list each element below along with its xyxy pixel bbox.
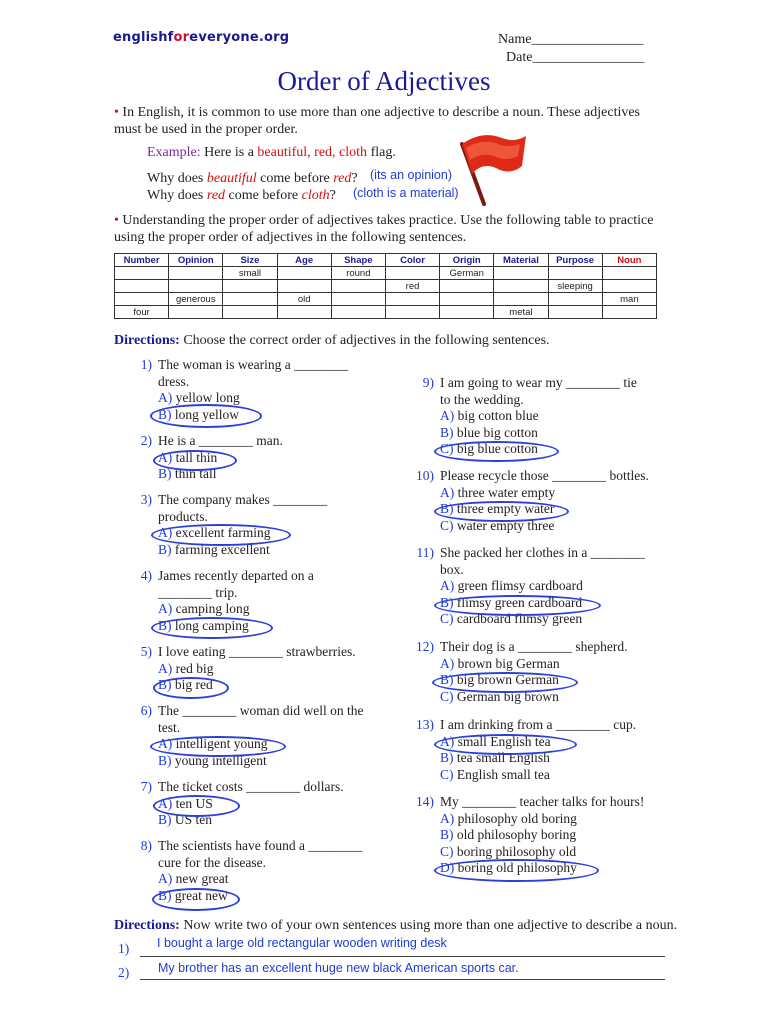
table-header: Color: [385, 254, 439, 267]
table-cell[interactable]: [331, 306, 385, 319]
table-cell[interactable]: man: [602, 293, 656, 306]
why-text: come before: [256, 171, 334, 186]
option-text: US ten: [174, 812, 212, 827]
question-text: James recently departed on a: [158, 568, 314, 583]
table-cell[interactable]: [169, 267, 223, 280]
table-cell[interactable]: [223, 293, 277, 306]
question-number: 8): [140, 838, 152, 853]
bullet: •: [114, 213, 119, 228]
option-letter: C): [440, 688, 454, 704]
option-text: green flimsy cardboard: [457, 578, 583, 593]
option-letter: B): [440, 827, 454, 842]
directions-2: [114, 917, 677, 934]
question-number: 12): [416, 639, 434, 654]
question-text: She packed her clothes in a ________: [440, 545, 645, 560]
question-text: Their dog is a ________ shepherd.: [440, 639, 628, 654]
question-text: The woman is wearing a ________: [158, 357, 349, 372]
table-cell[interactable]: red: [385, 280, 439, 293]
option-letter: A): [158, 601, 173, 616]
option-letter: C): [440, 766, 454, 782]
table-cell[interactable]: [602, 306, 656, 319]
bullet: •: [114, 105, 119, 120]
why-line-1: [147, 171, 358, 187]
table-cell[interactable]: [548, 293, 602, 306]
table-cell[interactable]: [277, 280, 331, 293]
option-text: old philosophy boring: [456, 827, 577, 842]
option[interactable]: [410, 485, 670, 502]
table-cell[interactable]: [385, 306, 439, 319]
question-number: 2): [140, 433, 152, 448]
question-text: I am going to wear my ________ tie: [440, 375, 637, 390]
table-cell[interactable]: [331, 280, 385, 293]
table-cell[interactable]: [385, 293, 439, 306]
table-cell[interactable]: small: [223, 267, 277, 280]
practice-text: Understanding the proper order of adjectives takes practice. Use the following table to practice using the proper order of adjectives in the following sentences.: [114, 213, 654, 245]
question-number: 6): [140, 703, 152, 718]
table-cell[interactable]: [440, 306, 494, 319]
option-letter: C): [440, 843, 454, 859]
table-cell[interactable]: generous: [169, 293, 223, 306]
table-cell[interactable]: [602, 267, 656, 280]
option[interactable]: [410, 425, 670, 442]
why-text: Why does: [147, 171, 207, 186]
table-header: Noun: [602, 254, 656, 267]
option-letter: A): [440, 484, 455, 500]
table-cell[interactable]: [115, 293, 169, 306]
question-text: Please recycle those ________ bottles.: [440, 468, 649, 483]
site-name-part: everyone.org: [189, 30, 290, 45]
question-text: cure for the disease.: [158, 854, 266, 870]
option-letter: B): [440, 750, 454, 765]
option-text: excellent farming: [175, 525, 271, 540]
answer-circle-q10: [434, 501, 569, 522]
answer-circle-q9: [434, 441, 559, 462]
option-letter: B): [158, 752, 172, 768]
option-letter: B): [158, 812, 172, 827]
example-text: Here is a: [200, 145, 258, 160]
why-line-2: [147, 188, 336, 204]
why-text: ?: [351, 171, 358, 186]
answer-circle-q8: [152, 888, 240, 911]
option-text: tea small English: [456, 750, 550, 765]
question-text: He is a ________ man.: [158, 433, 283, 448]
answer-circle-q2: [153, 450, 237, 471]
table-row: [115, 306, 657, 319]
option-letter: B): [440, 672, 454, 687]
answer-circle-q14: [434, 859, 599, 882]
table-row: [115, 267, 657, 280]
why-text: Why does: [147, 188, 207, 203]
answer-circle-q1: [150, 404, 262, 428]
question-text: The company makes ________: [158, 492, 328, 507]
handwritten-note-1: (its an opinion): [370, 168, 452, 182]
question-text: test.: [158, 719, 181, 735]
table-cell[interactable]: round: [331, 267, 385, 280]
table-cell[interactable]: [331, 293, 385, 306]
question-text: The ________ woman did well on the: [158, 703, 364, 718]
option-letter: A): [440, 578, 455, 593]
table-cell[interactable]: [115, 280, 169, 293]
option-letter: C): [440, 611, 454, 626]
option-letter: B): [158, 887, 172, 903]
option-text: young intelligent: [174, 752, 267, 768]
directions-text: Choose the correct order of adjectives in the following sentences.: [179, 333, 550, 348]
option-letter: B): [158, 406, 172, 422]
table-cell[interactable]: [169, 306, 223, 319]
question-text: I love eating ________ strawberries.: [158, 644, 356, 659]
table-cell[interactable]: [277, 267, 331, 280]
name-field[interactable]: Name________________: [498, 32, 644, 47]
option-text: brown big German: [457, 655, 560, 671]
table-cell[interactable]: sleeping: [548, 280, 602, 293]
question-text: The ticket costs ________ dollars.: [158, 779, 344, 794]
table-cell[interactable]: [602, 280, 656, 293]
why-text: come before: [225, 188, 302, 203]
table-row: [115, 280, 657, 293]
table-cell[interactable]: German: [440, 267, 494, 280]
page-title: Order of Adjectives: [277, 66, 491, 96]
question-12: [410, 639, 670, 705]
question-text: ________ trip.: [158, 584, 238, 600]
option[interactable]: [410, 656, 670, 673]
option-letter: A): [158, 525, 173, 540]
answer-circle-q13: [434, 734, 577, 755]
table-header: Material: [494, 254, 548, 267]
table-cell[interactable]: [385, 267, 439, 280]
option-text: flimsy green cardboard: [456, 594, 583, 610]
adjective-order-table: [114, 253, 657, 319]
option[interactable]: [128, 390, 388, 407]
option-letter: A): [158, 449, 173, 465]
example-text: flag.: [367, 145, 396, 160]
why-word: cloth: [301, 188, 330, 203]
answer-circle-q11: [434, 595, 601, 616]
option-text: yellow long: [175, 390, 240, 405]
option[interactable]: [410, 767, 670, 784]
question-number: 1): [140, 357, 152, 372]
question-number: 14): [416, 794, 434, 809]
table-cell[interactable]: [548, 306, 602, 319]
table-header: Opinion: [169, 254, 223, 267]
date-field[interactable]: Date________________: [506, 50, 645, 65]
answer-number-1: 1): [118, 941, 130, 956]
option-text: tall thin: [175, 449, 218, 465]
example-line: [147, 145, 396, 161]
option-letter: A): [440, 733, 455, 749]
directions-label: Directions:: [114, 918, 180, 933]
option-text: great new: [174, 887, 228, 903]
table-cell[interactable]: [494, 293, 548, 306]
option-text: intelligent young: [175, 736, 268, 751]
option-letter: A): [158, 390, 173, 405]
intro-text: In English, it is common to use more than one adjective to describe a noun. These adjectives must be used in the proper order.: [114, 105, 641, 137]
option[interactable]: [410, 408, 670, 425]
option-letter: A): [158, 660, 173, 676]
site-name-highlight: or: [173, 30, 190, 45]
handwritten-note-2: (cloth is a material): [353, 186, 459, 200]
table-cell[interactable]: [440, 293, 494, 306]
intro-paragraph: [114, 104, 644, 138]
red-flag-icon: [452, 126, 532, 206]
option-text: boring old philosophy: [457, 860, 577, 875]
option[interactable]: [128, 871, 388, 888]
option-text: thin tall: [174, 466, 217, 481]
option-text: water empty three: [456, 517, 555, 533]
option[interactable]: [410, 844, 670, 861]
question-text: box.: [440, 561, 464, 577]
practice-paragraph: [114, 212, 654, 246]
option-text: long camping: [174, 617, 249, 633]
option-text: English small tea: [456, 766, 550, 782]
option-text: new great: [175, 871, 229, 886]
option-text: big blue cotton: [456, 441, 538, 456]
option-letter: A): [158, 795, 173, 811]
table-cell[interactable]: metal: [494, 306, 548, 319]
option-letter: C): [440, 517, 454, 533]
table-header: Size: [223, 254, 277, 267]
table-cell[interactable]: old: [277, 293, 331, 306]
table-header: Origin: [440, 254, 494, 267]
table-cell[interactable]: [277, 306, 331, 319]
why-word: red: [333, 171, 352, 186]
table-header: Shape: [331, 254, 385, 267]
question-text: The scientists have found a ________: [158, 838, 363, 853]
question-text: I am drinking from a ________ cup.: [440, 717, 637, 732]
answer-circle-q5: [153, 677, 229, 699]
example-label: Example:: [147, 145, 201, 160]
why-word: beautiful: [206, 171, 257, 186]
option-letter: D): [440, 860, 455, 875]
table-row: [115, 293, 657, 306]
question-number: 10): [416, 468, 434, 483]
site-logo: [113, 30, 289, 45]
option-letter: B): [158, 541, 172, 557]
answer-line-1: [140, 956, 665, 957]
option-text: three empty water: [456, 501, 555, 516]
option-letter: B): [158, 466, 172, 481]
answer-text-2[interactable]: My brother has an excellent huge new black American sports car.: [158, 961, 519, 975]
table-cell[interactable]: [440, 280, 494, 293]
table-cell[interactable]: [494, 267, 548, 280]
option-letter: A): [440, 408, 455, 423]
answer-number-2: 2): [118, 965, 130, 980]
option[interactable]: [128, 601, 388, 618]
option-text: cardboard flimsy green: [456, 611, 583, 626]
option-text: red big: [175, 660, 214, 676]
question-text: My ________ teacher talks for hours!: [440, 794, 645, 809]
option-letter: A): [440, 655, 455, 671]
option-text: big cotton blue: [457, 408, 539, 423]
question-text: to the wedding.: [440, 391, 524, 407]
question-number: 7): [140, 779, 152, 794]
answer-text-1[interactable]: I bought a large old rectangular wooden writing desk: [157, 936, 447, 950]
option-text: philosophy old boring: [457, 810, 577, 826]
option-letter: B): [440, 424, 454, 440]
directions-text: Now write two of your own sentences using more than one adjective to describe a noun.: [179, 918, 678, 933]
option[interactable]: [410, 811, 670, 828]
question-text: dress.: [158, 373, 190, 389]
option-text: big brown German: [456, 672, 559, 687]
option[interactable]: [410, 578, 670, 595]
option-letter: A): [158, 736, 173, 751]
question-6: [128, 703, 388, 769]
question-number: 13): [416, 717, 434, 732]
answer-circle-q4: [151, 617, 273, 639]
table-header: Age: [277, 254, 331, 267]
site-name-part: englishf: [113, 30, 174, 45]
question-number: 9): [422, 375, 434, 390]
option-text: boring philosophy old: [456, 843, 577, 859]
option-letter: A): [440, 810, 455, 826]
question-number: 4): [140, 568, 152, 583]
option-text: blue big cotton: [456, 424, 538, 440]
table-cell[interactable]: [169, 280, 223, 293]
option-letter: B): [158, 677, 172, 692]
option-text: German big brown: [456, 688, 559, 704]
question-text: products.: [158, 508, 208, 524]
question-10: [410, 468, 670, 534]
option-text: camping long: [175, 601, 250, 616]
option-text: farming excellent: [174, 541, 270, 557]
table-cell[interactable]: four: [115, 306, 169, 319]
option-text: ten US: [175, 795, 213, 811]
option-text: long yellow: [174, 406, 239, 422]
table-cell[interactable]: [115, 267, 169, 280]
table-cell[interactable]: [494, 280, 548, 293]
option-text: big red: [174, 677, 213, 692]
answer-circle-q12: [432, 672, 578, 693]
answer-line-2: [140, 979, 665, 980]
why-text: ?: [329, 188, 336, 203]
option-letter: B): [158, 617, 172, 633]
option-text: three water empty: [457, 484, 556, 500]
example-adjectives: beautiful, red, cloth: [257, 145, 368, 160]
question-number: 5): [140, 644, 152, 659]
table-header: Number: [115, 254, 169, 267]
option-letter: C): [440, 441, 454, 456]
option[interactable]: [410, 827, 670, 844]
table-cell[interactable]: [548, 267, 602, 280]
table-header-row: [115, 254, 657, 267]
answer-circle-q6: [150, 736, 286, 757]
directions-1: [114, 332, 550, 349]
table-cell[interactable]: [223, 306, 277, 319]
option[interactable]: [128, 812, 388, 829]
answer-circle-q7: [153, 795, 240, 817]
table-cell[interactable]: [223, 280, 277, 293]
option-letter: B): [440, 594, 454, 610]
question-number: 3): [140, 492, 152, 507]
table-header: Purpose: [548, 254, 602, 267]
answer-circle-q3: [151, 524, 291, 546]
option-letter: B): [440, 501, 454, 516]
why-word: red: [206, 188, 226, 203]
option-letter: A): [158, 871, 173, 886]
directions-label: Directions:: [114, 333, 180, 348]
question-number: 11): [416, 545, 434, 560]
option-text: small English tea: [457, 733, 551, 749]
option[interactable]: [128, 661, 388, 678]
